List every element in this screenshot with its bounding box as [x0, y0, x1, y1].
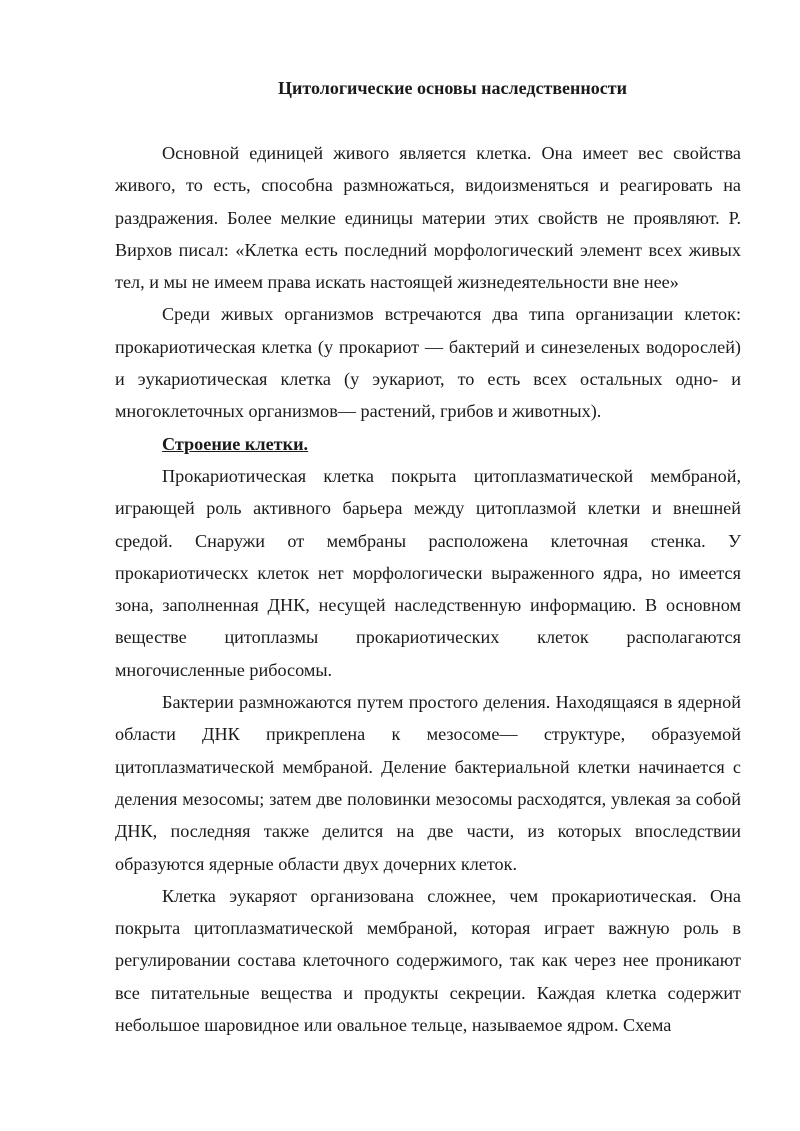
paragraph-bacterial-division: Бактерии размножаются путем простого деления. Находящаяся в ядерной области ДНК прикреплена к мезосоме— структуре, образуемой цитоплазматической мембраной. Деление бактериальной клетки начинается с деления мезосомы; затем две половинки мезосомы расходятся, увлекая за собой ДНК, последняя также делится на две части, из которых впоследствии образуются ядерные области двух дочерних клеток.	[115, 692, 741, 874]
title-spacer	[115, 102, 741, 137]
paragraph-prokaryotic-cell: Прокариотическая клетка покрыта цитоплазматической мембраной, играющей роль активного барьера между цитоплазмой клетки и внешней средой. Снаружи от мембраны расположена клеточная стенка. У прокариотическх клеток нет морфологически выраженного ядра, но имеется зона, заполненная ДНК, несущей наследственную информацию. В основном веществе цитоплазмы прокариотических клеток располагаются многочисленные рибосомы.	[115, 465, 741, 680]
document-title: Цитологические основы наследственности	[278, 78, 627, 98]
paragraph-cell-types: Среди живых организмов встречаются два типа организации клеток: прокариотическая клетка (у прокариот — бактерий и синезеленых водорослей) и эукариотическая клетка (у эукариот, то есть всех остальных одно- и многоклеточных организмов— растений, грибов и животных).	[115, 304, 741, 422]
paragraph-eukaryotic-cell: Клетка эукаряот организована сложнее, чем прокариотическая. Она покрыта цитоплазматической мембраной, которая играет важную роль в регулировании состава клеточного содержимого, так как через нее проникают все питательные вещества и продукты секреции. Каждая клетка содержит небольшое шаровидное или овальное тельце, называемое ядром. Схема	[115, 885, 741, 1036]
paragraph-cell-definition: Основной единицей живого является клетка. Она имеет вес свойства живого, то есть, способна размножаться, видоизменяться и реагировать на раздражения. Более мелкие единицы материи этих свойств не проявляют. Р. Вирхов писал: «Клетка есть последний морфологический элемент всех живых тел, и мы не имеем права искать настоящей жизнедеятельности вне нее»	[115, 143, 741, 293]
section-heading: Строение клетки.	[162, 433, 309, 454]
document-body	[115, 74, 741, 1041]
